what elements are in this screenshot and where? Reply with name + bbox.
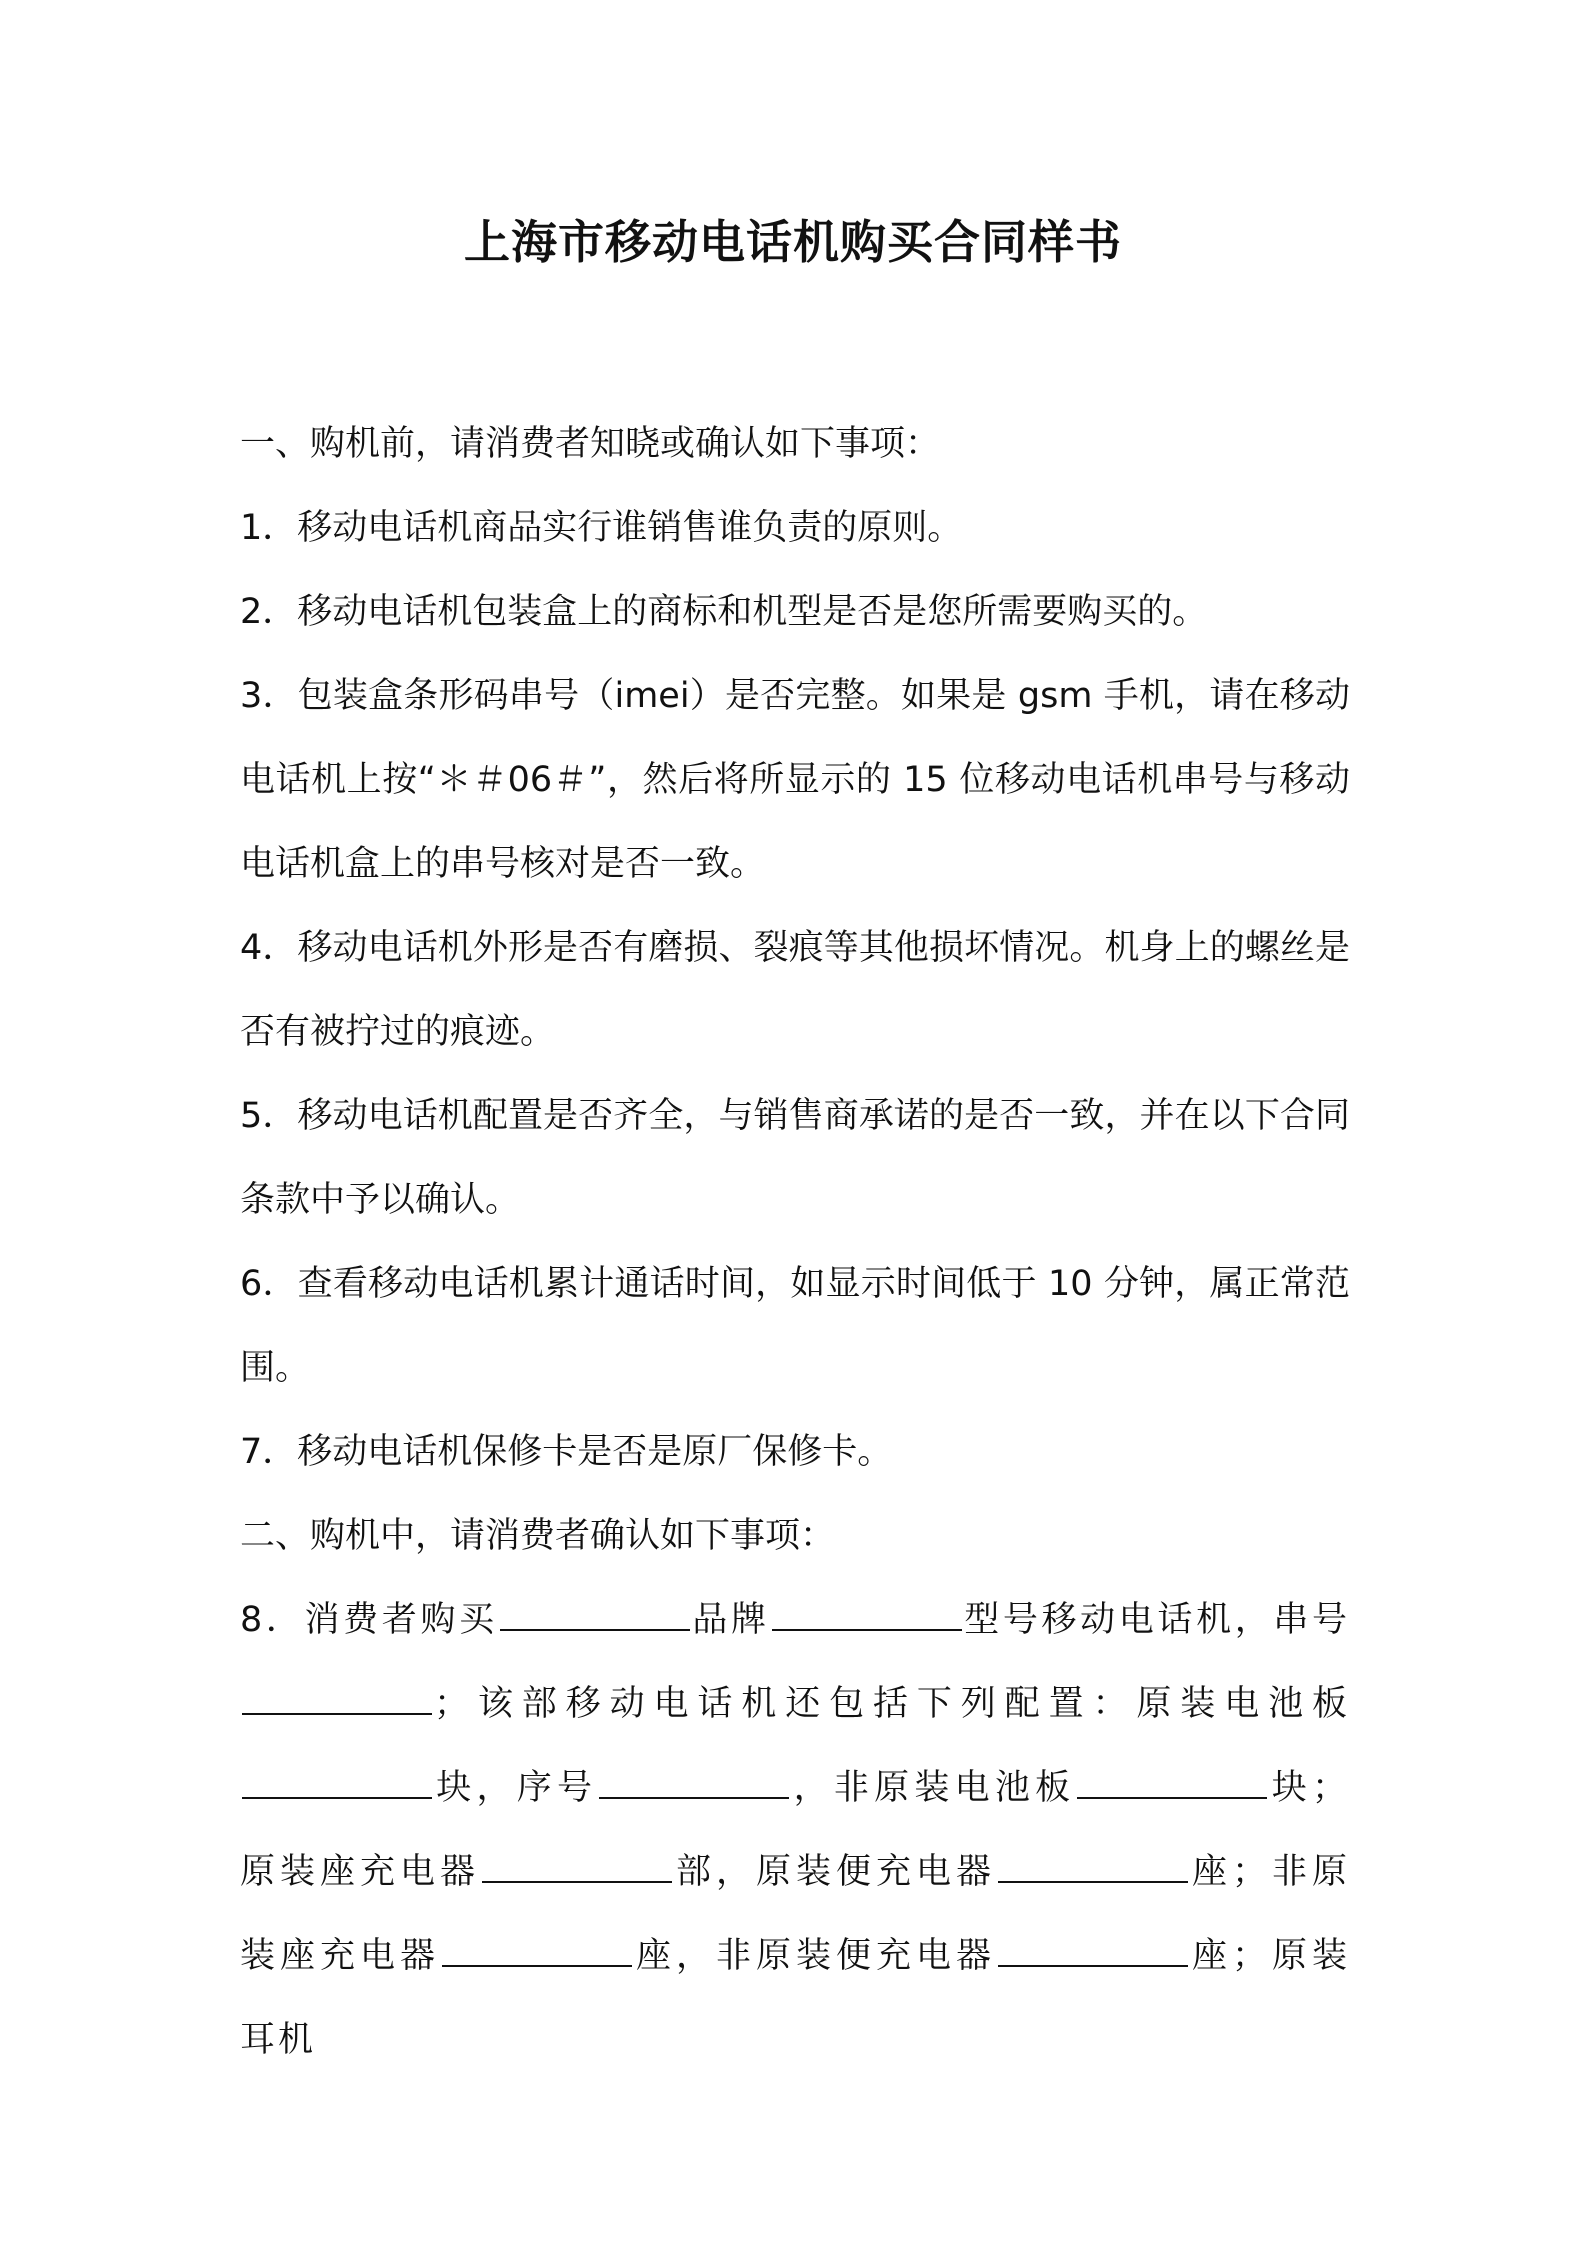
- page-title: 上海市移动电话机购买合同样书: [464, 215, 1122, 269]
- contract-body: [240, 402, 1350, 2082]
- item-8: [240, 1578, 1350, 2082]
- item-8-text: ；该部移动电话机还包括下列配置：原装电池板: [434, 1684, 1350, 1724]
- item-8-text: 块，序号: [434, 1768, 598, 1808]
- item-8-text: 型号移动电话机，串号: [963, 1600, 1350, 1640]
- item-8-text: 8．消费者购买: [240, 1600, 498, 1640]
- item-6: 6．查看移动电话机累计通话时间，如显示时间低于 10 分钟，属正常范围。: [240, 1264, 1350, 1388]
- model-blank[interactable]: [772, 1599, 962, 1631]
- item-8-text: 部，原装便充电器: [674, 1852, 996, 1892]
- original-battery-count-blank[interactable]: [242, 1767, 432, 1799]
- non-original-travel-charger-blank[interactable]: [998, 1935, 1188, 1967]
- item-8-text: 座，非原装便充电器: [634, 1936, 996, 1976]
- original-desk-charger-blank[interactable]: [482, 1851, 672, 1883]
- non-original-battery-count-blank[interactable]: [1077, 1767, 1267, 1799]
- battery-serial-blank[interactable]: [599, 1767, 789, 1799]
- item-5: 5．移动电话机配置是否齐全，与销售商承诺的是否一致，并在以下合同条款中予以确认。: [240, 1096, 1350, 1220]
- item-4: 4．移动电话机外形是否有磨损、裂痕等其他损坏情况。机身上的螺丝是否有被拧过的痕迹。: [240, 928, 1350, 1052]
- item-8-text: ，非原装电池板: [791, 1768, 1076, 1808]
- section-heading-during-purchase: 二、购机中，请消费者确认如下事项：: [240, 1516, 836, 1556]
- brand-blank[interactable]: [500, 1599, 690, 1631]
- section-heading-before-purchase: 一、购机前，请消费者知晓或确认如下事项：: [240, 424, 941, 464]
- original-travel-charger-blank[interactable]: [998, 1851, 1188, 1883]
- item-7: 7．移动电话机保修卡是否是原厂保修卡。: [240, 1432, 893, 1472]
- item-8-text: 块；原装座充电器: [240, 1768, 1350, 1892]
- item-8-text: 座；非原装座充电器: [240, 1852, 1350, 1976]
- item-1: 1．移动电话机商品实行谁销售谁负责的原则。: [240, 508, 963, 548]
- item-2: 2．移动电话机包装盒上的商标和机型是否是您所需要购买的。: [240, 592, 1208, 632]
- item-3: 3．包装盒条形码串号（imei）是否完整。如果是 gsm 手机，请在移动电话机上按“＊＃06＃”，然后将所显示的 15 位移动电话机串号与移动电话机盒上的串号核对是否一致。: [240, 676, 1350, 884]
- item-8-text: 座；原装耳机: [240, 1936, 1350, 2060]
- non-original-desk-charger-blank[interactable]: [442, 1935, 632, 1967]
- item-8-text: 品牌: [691, 1600, 770, 1640]
- serial-number-blank[interactable]: [242, 1683, 432, 1715]
